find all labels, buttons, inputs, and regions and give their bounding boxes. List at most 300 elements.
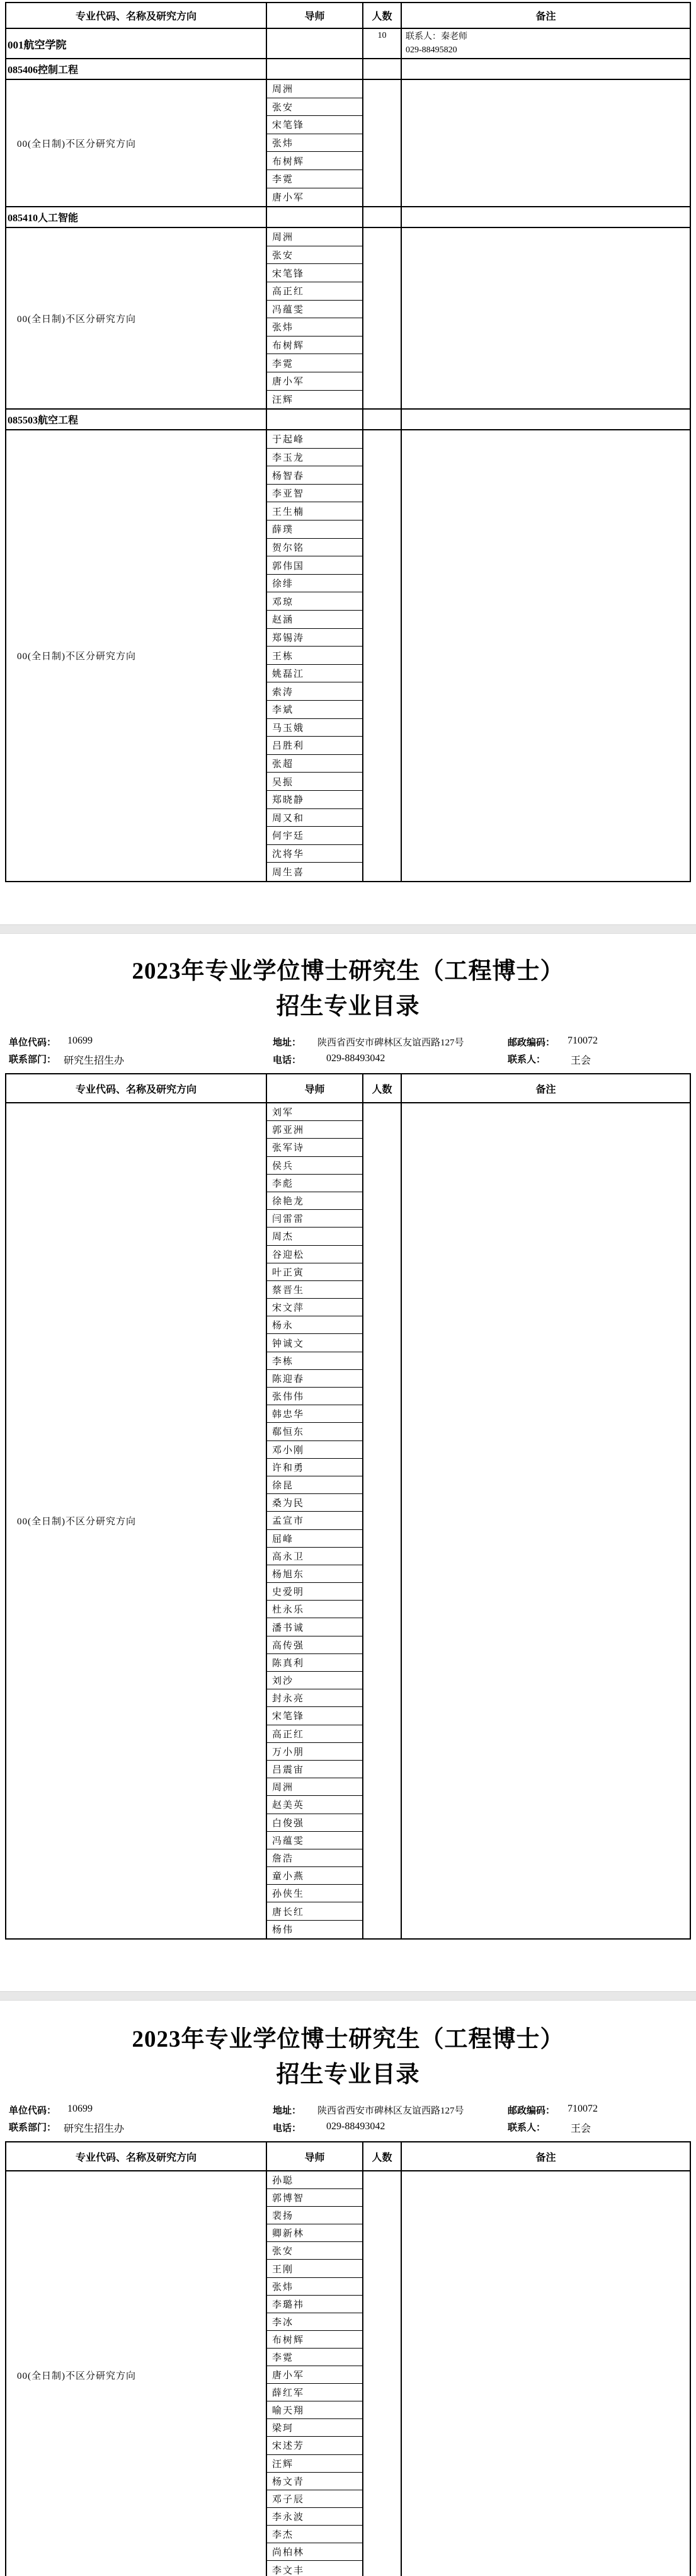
advisor-cell — [267, 502, 362, 520]
postal-code-value: 710072 — [568, 2103, 598, 2114]
advisor-cell — [267, 1121, 362, 1139]
advisor-cell — [267, 134, 362, 152]
advisor-name: 李霓 — [272, 175, 294, 185]
advisor-cell — [267, 485, 362, 503]
advisor-cell — [267, 228, 362, 246]
advisor-name: 布树辉 — [272, 2335, 305, 2345]
advisor-cell — [267, 1743, 362, 1761]
advisor-cell — [267, 80, 362, 98]
address-label: 地址： — [273, 2105, 302, 2116]
page-title-line1: 2023年专业学位博士研究生（工程博士） — [132, 958, 564, 984]
advisor-cell — [267, 449, 362, 467]
advisor-name: 高永卫 — [272, 1551, 305, 1562]
column-header-count: 人数 — [362, 2142, 401, 2170]
department-remarks — [401, 29, 690, 58]
advisor-name: 韩忠华 — [272, 1410, 305, 1420]
postal-code-label: 邮政编码： — [508, 1037, 556, 1048]
advisor-list — [266, 1103, 362, 1938]
advisor-cell — [267, 1246, 362, 1263]
advisor-cell — [267, 682, 362, 701]
advisor-cell — [267, 1388, 362, 1405]
advisor-cell — [267, 863, 362, 881]
address-label: 地址： — [273, 1037, 302, 1048]
direction-row — [6, 80, 690, 207]
advisor-cell — [267, 2473, 362, 2490]
direction-row — [6, 2171, 690, 2576]
advisor-cell — [267, 1796, 362, 1814]
admissions-table-page3 — [5, 2141, 691, 2576]
contact-dept-value: 研究生招生办 — [64, 1055, 125, 1066]
advisor-cell — [267, 1761, 362, 1778]
advisor-cell — [267, 188, 362, 207]
advisor-cell — [267, 1316, 362, 1334]
page-title — [5, 2022, 691, 2093]
direction-label: 00(全日制)不区分研究方向 — [17, 1516, 136, 1527]
advisor-name: 汪辉 — [272, 2459, 294, 2470]
advisor-name: 徐艳龙 — [272, 1197, 305, 1207]
advisor-name: 徐绯 — [272, 579, 294, 590]
column-header-program: 专业代码、名称及研究方向 — [75, 2152, 197, 2163]
advisor-cell — [267, 1902, 362, 1920]
advisor-cell — [267, 301, 362, 319]
advisor-cell — [267, 2455, 362, 2473]
unit-code-label: 单位代码： — [9, 1037, 57, 1048]
phone-value: 029-88493042 — [326, 2120, 385, 2132]
advisor-cell — [267, 1849, 362, 1867]
page-title — [5, 954, 691, 1025]
advisor-cell — [267, 2419, 362, 2437]
section-row — [6, 207, 690, 228]
advisor-cell — [267, 773, 362, 791]
advisor-name: 孙侠生 — [272, 1889, 305, 1900]
advisor-cell — [267, 1476, 362, 1494]
advisor-name: 李亚智 — [272, 489, 305, 500]
admissions-table-page1 — [5, 2, 691, 882]
column-header-count: 人数 — [362, 3, 401, 28]
direction-label: 00(全日制)不区分研究方向 — [17, 652, 136, 662]
contact-info-block — [5, 1033, 691, 1068]
advisor-name: 何宇廷 — [272, 831, 305, 842]
advisor-name: 郭伟国 — [272, 561, 305, 572]
advisor-name: 徐昆 — [272, 1481, 294, 1492]
advisor-cell — [267, 2331, 362, 2349]
advisor-name: 李彪 — [272, 1178, 294, 1189]
advisor-name: 唐小军 — [272, 193, 305, 204]
advisor-cell — [267, 1548, 362, 1565]
advisor-cell — [267, 1103, 362, 1121]
advisor-name: 裴扬 — [272, 2211, 294, 2222]
direction-row — [6, 228, 690, 410]
advisor-name: 张超 — [272, 759, 294, 770]
advisor-cell — [267, 1334, 362, 1352]
advisor-name: 郑锡涛 — [272, 633, 305, 643]
phone-value: 029-88493042 — [326, 1052, 385, 1064]
postal-code-label: 邮政编码： — [508, 2105, 556, 2116]
direction-label: 00(全日制)不区分研究方向 — [17, 314, 136, 325]
advisor-cell — [267, 1405, 362, 1423]
advisor-name: 王刚 — [272, 2264, 294, 2275]
advisor-name: 李玉龙 — [272, 452, 305, 463]
address-value: 陕西省西安市碑林区友谊西路127号 — [317, 2105, 464, 2116]
section-row — [6, 59, 690, 80]
direction-label: 00(全日制)不区分研究方向 — [17, 2371, 136, 2381]
page-3 — [0, 2001, 696, 2576]
advisor-cell — [267, 809, 362, 827]
advisor-cell — [267, 2260, 362, 2277]
advisor-cell — [267, 1139, 362, 1156]
advisor-name: 吕震宙 — [272, 1765, 305, 1776]
column-header-program: 专业代码、名称及研究方向 — [75, 1084, 197, 1095]
advisor-cell — [267, 556, 362, 575]
page-title-line2: 招生专业目录 — [276, 2062, 420, 2088]
advisor-cell — [267, 1192, 362, 1210]
advisor-name: 邓小刚 — [272, 1445, 305, 1456]
unit-code-label: 单位代码： — [9, 2105, 57, 2116]
advisor-cell — [267, 1867, 362, 1885]
section-code: 085406控制工程 — [8, 65, 79, 76]
advisor-name: 喻天翔 — [272, 2406, 305, 2417]
advisor-name: 杨旭东 — [272, 1569, 305, 1580]
advisor-name: 封永亮 — [272, 1694, 305, 1705]
contact-person-value: 王会 — [571, 1055, 591, 1066]
table-header-row — [6, 3, 690, 29]
advisor-name: 卿新林 — [272, 2229, 305, 2240]
section-row — [6, 410, 690, 430]
advisor-name: 宋述芳 — [272, 2441, 305, 2452]
contact-person: 联系人：秦老师 — [406, 32, 467, 42]
advisor-name: 张安 — [272, 251, 294, 262]
advisor-name: 高正红 — [272, 1729, 305, 1740]
advisor-name: 潘书诚 — [272, 1623, 305, 1633]
page-title-line2: 招生专业目录 — [276, 994, 420, 1020]
advisor-cell — [267, 1565, 362, 1583]
advisor-name: 高传强 — [272, 1640, 305, 1651]
column-header-advisor: 导师 — [266, 1074, 362, 1102]
advisor-name: 唐小军 — [272, 377, 305, 388]
advisor-cell — [267, 2490, 362, 2508]
advisor-name: 宋笔锋 — [272, 1711, 305, 1722]
advisor-cell — [267, 2526, 362, 2543]
advisor-cell — [267, 1352, 362, 1370]
advisor-cell — [267, 1778, 362, 1796]
advisor-name: 谷迎松 — [272, 1250, 305, 1260]
advisor-cell — [267, 391, 362, 409]
advisor-name: 尚柏林 — [272, 2548, 305, 2558]
advisor-name: 宋文萍 — [272, 1303, 305, 1314]
advisor-cell — [267, 430, 362, 449]
advisor-cell — [267, 372, 362, 391]
advisor-name: 唐小军 — [272, 2371, 305, 2381]
advisor-name: 闫雷雷 — [272, 1214, 305, 1225]
advisor-cell — [267, 2189, 362, 2207]
advisor-name: 李冰 — [272, 2317, 294, 2328]
advisor-cell — [267, 264, 362, 282]
advisor-cell — [267, 629, 362, 647]
advisor-cell — [267, 2384, 362, 2401]
advisor-cell — [267, 2242, 362, 2260]
department-row — [6, 29, 690, 59]
advisor-cell — [267, 2401, 362, 2419]
advisor-name: 张安 — [272, 2246, 294, 2257]
column-header-program: 专业代码、名称及研究方向 — [75, 11, 197, 22]
advisor-name: 张炜 — [272, 323, 294, 333]
advisor-cell — [267, 737, 362, 755]
advisor-cell — [267, 1814, 362, 1832]
page-separator — [0, 924, 696, 934]
advisor-cell — [267, 791, 362, 809]
advisor-cell — [267, 2296, 362, 2313]
advisor-cell — [267, 2171, 362, 2189]
advisor-cell — [267, 1689, 362, 1707]
advisor-cell — [267, 1636, 362, 1654]
advisor-name: 高正红 — [272, 287, 305, 297]
advisor-name: 宋笔锋 — [272, 268, 305, 279]
advisor-cell — [267, 1441, 362, 1459]
advisor-name: 李霓 — [272, 359, 294, 369]
advisor-name: 刘沙 — [272, 1676, 294, 1687]
contact-info-block — [5, 2101, 691, 2136]
advisor-name: 张军诗 — [272, 1143, 305, 1154]
advisor-cell — [267, 611, 362, 629]
advisor-name: 沈将华 — [272, 849, 305, 860]
department-name: 001航空学院 — [8, 38, 67, 51]
advisor-name: 周杰 — [272, 1232, 294, 1243]
advisor-name: 王栋 — [272, 651, 294, 662]
advisor-cell — [267, 2349, 362, 2366]
advisor-cell — [267, 575, 362, 593]
advisor-cell — [267, 2207, 362, 2224]
advisor-cell — [267, 1885, 362, 1902]
advisor-cell — [267, 719, 362, 737]
contact-dept-value: 研究生招生办 — [64, 2123, 125, 2134]
advisor-cell — [267, 592, 362, 611]
advisor-name: 冯蕴雯 — [272, 1836, 305, 1846]
contact-person-label: 联系人： — [508, 2122, 546, 2133]
advisor-cell — [267, 170, 362, 188]
advisor-name: 薛红军 — [272, 2388, 305, 2399]
advisor-name: 邓琼 — [272, 597, 294, 607]
advisor-name: 陈真利 — [272, 1658, 305, 1669]
page-separator — [0, 1991, 696, 2001]
advisor-cell — [267, 466, 362, 485]
phone-label: 电话： — [273, 1055, 302, 1066]
advisor-name: 叶正寅 — [272, 1267, 305, 1278]
advisor-name: 詹浩 — [272, 1853, 294, 1864]
advisor-name: 王生楠 — [272, 507, 305, 517]
advisor-name: 童小燕 — [272, 1872, 305, 1882]
advisor-name: 周洲 — [272, 1783, 294, 1793]
advisor-name: 白俊强 — [272, 1818, 305, 1829]
advisor-name: 布树辉 — [272, 156, 305, 167]
advisor-name: 李斌 — [272, 705, 294, 716]
advisor-cell — [267, 2508, 362, 2526]
advisor-list — [266, 228, 362, 408]
department-advisor-cell — [266, 29, 362, 58]
table-header-row — [6, 1074, 690, 1103]
column-header-advisor: 导师 — [266, 2142, 362, 2170]
advisor-cell — [267, 1263, 362, 1281]
advisor-cell — [267, 1175, 362, 1192]
advisor-name: 杨永 — [272, 1321, 294, 1331]
advisor-cell — [267, 1459, 362, 1476]
column-header-remarks: 备注 — [401, 2142, 690, 2170]
contact-person-label: 联系人： — [508, 1054, 546, 1065]
advisor-cell — [267, 1672, 362, 1689]
unit-code-value: 10699 — [67, 1035, 93, 1046]
postal-code-value: 710072 — [568, 1035, 598, 1046]
advisor-cell — [267, 1210, 362, 1228]
advisor-cell — [267, 282, 362, 301]
section-code: 085503航空工程 — [8, 415, 79, 427]
advisor-cell — [267, 2561, 362, 2576]
advisor-name: 姚磊江 — [272, 669, 305, 680]
column-header-remarks: 备注 — [401, 1074, 690, 1102]
advisor-name: 刘军 — [272, 1108, 294, 1118]
advisor-list — [266, 430, 362, 881]
advisor-cell — [267, 520, 362, 539]
advisor-name: 屈峰 — [272, 1534, 294, 1544]
advisor-name: 张炜 — [272, 2282, 294, 2292]
page-2 — [0, 934, 696, 1991]
advisor-name: 李霓 — [272, 2352, 294, 2363]
page-title-line1: 2023年专业学位博士研究生（工程博士） — [132, 2027, 564, 2052]
advisor-cell — [267, 1832, 362, 1849]
advisor-cell — [267, 318, 362, 336]
advisor-cell — [267, 1921, 362, 1938]
advisor-name: 李栋 — [272, 1356, 294, 1367]
advisor-name: 张安 — [272, 102, 294, 113]
advisor-name: 郭亚洲 — [272, 1125, 305, 1136]
advisor-name: 史爱明 — [272, 1587, 305, 1598]
advisor-name: 桑为民 — [272, 1498, 305, 1509]
column-header-remarks: 备注 — [401, 3, 690, 28]
admissions-table-page2 — [5, 1073, 691, 1940]
advisor-name: 贺尔铭 — [272, 543, 305, 553]
advisor-cell — [267, 152, 362, 170]
advisor-name: 李文丰 — [272, 2565, 305, 2576]
advisor-cell — [267, 1299, 362, 1316]
contact-dept-label: 联系部门： — [9, 1054, 57, 1065]
phone-label: 电话： — [273, 2123, 302, 2134]
advisor-cell — [267, 1494, 362, 1512]
unit-code-value: 10699 — [67, 2103, 93, 2114]
column-header-count: 人数 — [362, 1074, 401, 1102]
advisor-name: 郗恒东 — [272, 1427, 305, 1438]
advisor-cell — [267, 1725, 362, 1743]
advisor-cell — [267, 1530, 362, 1548]
advisor-list — [266, 2171, 362, 2576]
advisor-cell — [267, 354, 362, 372]
advisor-name: 于起峰 — [272, 435, 305, 446]
address-value: 陕西省西安市碑林区友谊西路127号 — [317, 1037, 464, 1048]
advisor-cell — [267, 827, 362, 845]
advisor-name: 周洲 — [272, 84, 294, 95]
advisor-name: 郑晓静 — [272, 795, 305, 806]
advisor-cell — [267, 665, 362, 683]
advisor-name: 薛璞 — [272, 525, 294, 536]
advisor-name: 梁珂 — [272, 2424, 294, 2434]
column-header-advisor: 导师 — [266, 3, 362, 28]
advisor-cell — [267, 2437, 362, 2454]
advisor-name: 邓子辰 — [272, 2494, 305, 2505]
advisor-cell — [267, 336, 362, 355]
advisor-cell — [267, 647, 362, 665]
advisor-cell — [267, 2366, 362, 2384]
advisor-cell — [267, 1618, 362, 1636]
table-header-row — [6, 2142, 690, 2171]
advisor-name: 赵美英 — [272, 1800, 305, 1811]
advisor-name: 钟诚文 — [272, 1338, 305, 1349]
advisor-cell — [267, 701, 362, 719]
advisor-name: 郭博智 — [272, 2194, 305, 2204]
advisor-cell — [267, 1654, 362, 1672]
advisor-cell — [267, 1423, 362, 1440]
advisor-name: 汪辉 — [272, 395, 294, 406]
advisor-name: 周洲 — [272, 233, 294, 243]
advisor-cell — [267, 98, 362, 117]
advisor-name: 杨伟 — [272, 1925, 294, 1936]
advisor-cell — [267, 1157, 362, 1175]
advisor-name: 杜永乐 — [272, 1605, 305, 1616]
page-1 — [0, 0, 696, 924]
advisor-cell — [267, 755, 362, 773]
advisor-cell — [267, 2278, 362, 2296]
advisor-name: 吴振 — [272, 777, 294, 788]
advisor-cell — [267, 1512, 362, 1529]
admission-count: 10 — [362, 29, 401, 58]
advisor-name: 许和勇 — [272, 1463, 305, 1473]
section-code: 085410人工智能 — [8, 213, 79, 224]
contact-phone: 029-88495820 — [406, 45, 457, 55]
advisor-list — [266, 80, 362, 206]
advisor-name: 李璐祎 — [272, 2299, 305, 2310]
advisor-name: 布树辉 — [272, 341, 305, 352]
advisor-name: 孙聪 — [272, 2176, 294, 2187]
advisor-name: 冯蕴雯 — [272, 304, 305, 315]
advisor-cell — [267, 845, 362, 863]
contact-person-value: 王会 — [571, 2123, 591, 2134]
contact-dept-label: 联系部门： — [9, 2122, 57, 2133]
advisor-cell — [267, 1228, 362, 1245]
direction-row — [6, 1103, 690, 1938]
advisor-name: 李杰 — [272, 2529, 294, 2540]
advisor-cell — [267, 1370, 362, 1388]
advisor-name: 李永波 — [272, 2512, 305, 2522]
advisor-name: 张伟伟 — [272, 1392, 305, 1403]
direction-row — [6, 430, 690, 881]
advisor-name: 张炜 — [272, 139, 294, 149]
advisor-name: 陈迎春 — [272, 1374, 305, 1384]
advisor-name: 索涛 — [272, 687, 294, 698]
advisor-cell — [267, 1707, 362, 1725]
advisor-name: 宋笔锋 — [272, 120, 305, 131]
advisor-name: 杨智春 — [272, 471, 305, 481]
advisor-cell — [267, 539, 362, 557]
advisor-cell — [267, 246, 362, 265]
advisor-name: 孟宣市 — [272, 1516, 305, 1527]
advisor-name: 万小朋 — [272, 1747, 305, 1757]
advisor-cell — [267, 2313, 362, 2331]
advisor-cell — [267, 1601, 362, 1618]
advisor-cell — [267, 116, 362, 134]
advisor-name: 周生喜 — [272, 868, 305, 878]
advisor-cell — [267, 1583, 362, 1601]
advisor-name: 赵涵 — [272, 615, 294, 626]
advisor-cell — [267, 2224, 362, 2242]
advisor-name: 唐长红 — [272, 1907, 305, 1918]
advisor-cell — [267, 1281, 362, 1299]
advisor-name: 蔡晋生 — [272, 1285, 305, 1296]
